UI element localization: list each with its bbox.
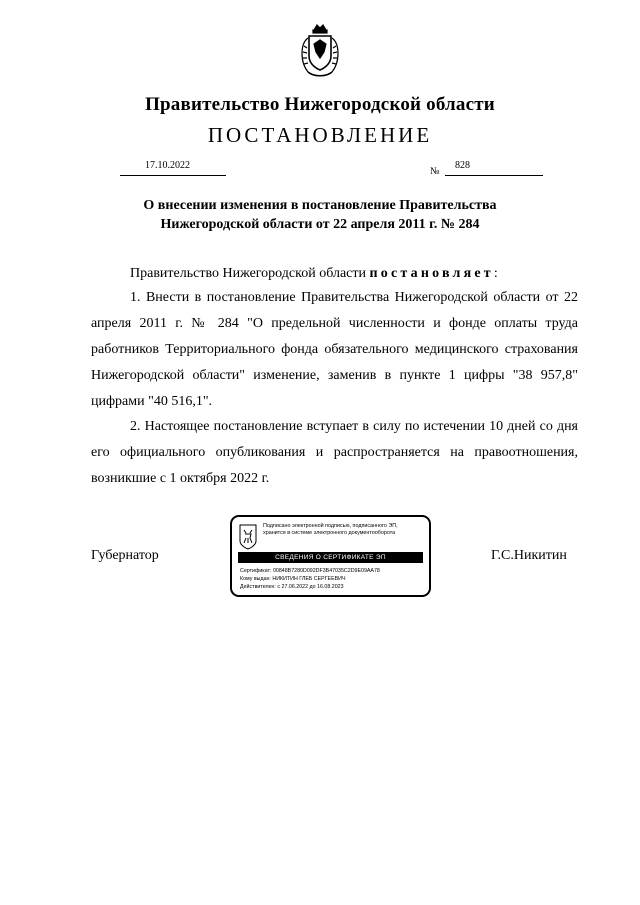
stamp-validity-row [240, 584, 344, 591]
intro-keyword: постановляет [369, 266, 494, 281]
stamp-header [263, 523, 428, 537]
number-underline [445, 175, 543, 176]
coat-of-arms-icon [298, 22, 342, 80]
stamp-header-line-2: хранится в системе электронного документооборота [263, 530, 396, 536]
date-underline [120, 175, 226, 176]
document-title [0, 196, 640, 234]
cert-value: 00848B7280D092DF3B47035C2D9E09AA78 [272, 568, 380, 574]
valid-value: с 27.06.2022 до 16.08.2023 [277, 584, 344, 590]
paragraph-1: 1. Внести в постановление Правительства Нижегородской области от 22 апреля 2011 г. № 284 "О предельной численности и фонде оплаты труда работников Территориального фонда обязательного медицинского страхования Нижегородской области" изменение, заменив в пункте 1 цифры "38 957,8" цифрами "40 516,1". [91, 290, 578, 409]
stamp-certificate-row [240, 568, 380, 575]
number-sign: № [430, 166, 440, 177]
stamp-owner-row [240, 576, 346, 583]
document-number: 828 [455, 160, 470, 171]
title-line-1: О внесении изменения в постановление Правительства [143, 198, 497, 213]
deer-emblem-icon [239, 524, 257, 550]
title-line-2: Нижегородской области от 22 апреля 2011 г. № 284 [160, 217, 480, 232]
government-name: Правительство Нижегородской области [145, 94, 495, 115]
stamp-certificate-bar: СВЕДЕНИЯ О СЕРТИФИКАТЕ ЭП [238, 552, 423, 563]
signatory-name: Г.С.Никитин [491, 548, 567, 563]
intro-line [130, 262, 498, 286]
signatory-position: Губернатор [91, 548, 159, 563]
owner-value: НИКИТИН ГЛЕБ СЕРГЕЕВИЧ [272, 576, 346, 582]
electronic-signature-stamp [230, 515, 431, 597]
stamp-header-line-1: Подписано электронной подписью, подписанного ЭП, [263, 523, 398, 529]
intro-suffix: : [493, 266, 498, 281]
intro-prefix: Правительство Нижегородской области [130, 266, 366, 281]
valid-label: Действителен: [240, 584, 276, 590]
document-date: 17.10.2022 [145, 160, 190, 171]
paragraph-2: 2. Настоящее постановление вступает в силу по истечении 10 дней со дня его официального опубликования и распространяется на правоотношения, возникшие с 1 октября 2022 г. [91, 419, 578, 486]
owner-label: Кому выдан: [240, 576, 271, 582]
document-type: ПОСТАНОВЛЕНИЕ [207, 123, 433, 147]
cert-label: Сертификат: [240, 568, 272, 574]
